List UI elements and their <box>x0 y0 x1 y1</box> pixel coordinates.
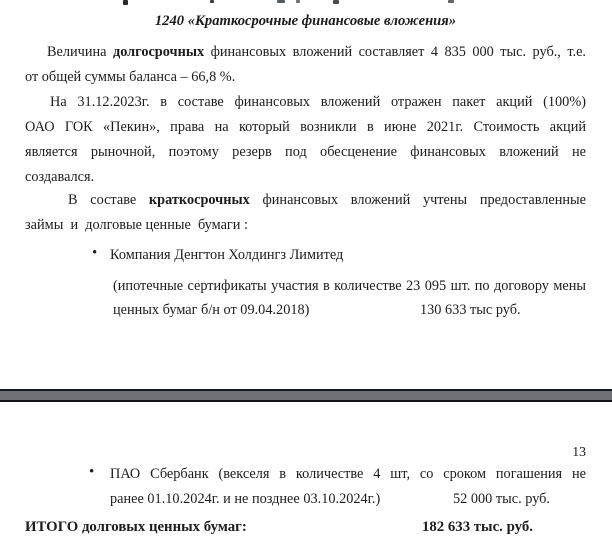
text-fragment <box>123 0 128 5</box>
list-item-sberbank-line-2 <box>25 491 586 508</box>
detail-text: ранее 01.10.2024г. и не позднее 03.10.2024г.) <box>110 491 381 507</box>
amount-value: 52 000 тыс. руб. <box>453 491 551 507</box>
text-fragment <box>296 0 300 3</box>
detail-text: ценных бумаг б/н от 09.04.2018) <box>113 302 310 318</box>
total-amount: 182 633 тыс. руб. <box>422 519 533 535</box>
paragraph-3-line-2: займы и долговые ценные бумаги : <box>25 217 248 233</box>
text-run: Величина <box>47 44 113 60</box>
paragraph-2-line-4: создавался. <box>25 169 95 185</box>
paragraph-1-line-2: от общей суммы баланса – 66,8 %. <box>25 69 236 85</box>
page-number: 13 <box>572 444 586 459</box>
list-item-dengton-detail-2 <box>25 302 586 319</box>
text-fragment <box>333 0 339 4</box>
total-label: ИТОГО долговых ценных бумаг: <box>25 519 247 535</box>
total-line <box>25 519 586 536</box>
paragraph-2-line-1: На 31.12.2023г. в составе финансовых вложений отражен пакет акций (100%) <box>50 94 586 110</box>
bullet-icon: • <box>92 245 98 261</box>
list-item-text: ПАО Сбербанк (векселя в количестве 4 шт, со сроком погашения не <box>110 466 586 482</box>
section-title: 1240 «Краткосрочные финансовые вложения» <box>154 13 457 29</box>
amount-value: 130 633 тыс руб. <box>420 302 521 318</box>
paragraph-1-line-1 <box>25 44 586 61</box>
text-fragment <box>448 0 454 3</box>
paragraph-2-line-3: является рыночной, поэтому резерв под обесценение финансовых вложений не <box>25 144 586 160</box>
text-run: В составе <box>68 192 149 208</box>
clipped-previous-line <box>0 0 612 7</box>
bullet-icon: • <box>89 464 95 480</box>
text-run: финансовых вложений составляет 4 835 000 тыс. руб., т.е. <box>204 44 586 60</box>
text-run-bold: долгосрочных <box>112 44 205 60</box>
list-item-dengton-detail-1: (ипотечные сертификаты участия в количестве 23 095 шт. по договору мены <box>113 278 586 294</box>
list-item-sberbank <box>25 466 586 483</box>
page-break-separator <box>0 389 612 402</box>
paragraph-2-line-2: ОАО ГОК «Пекин», права на который возникли в июне 2021г. Стоимость акций <box>25 119 586 135</box>
list-item-dengton <box>25 247 586 264</box>
paragraph-3-line-1 <box>25 192 586 209</box>
text-run: финансовых вложений учтены предоставленные <box>249 192 586 208</box>
text-run-bold: краткосрочных <box>148 192 250 208</box>
text-fragment <box>210 0 214 3</box>
list-item-text: Компания Денгтон Холдингз Лимитед <box>110 247 344 263</box>
text-fragment <box>277 0 285 3</box>
